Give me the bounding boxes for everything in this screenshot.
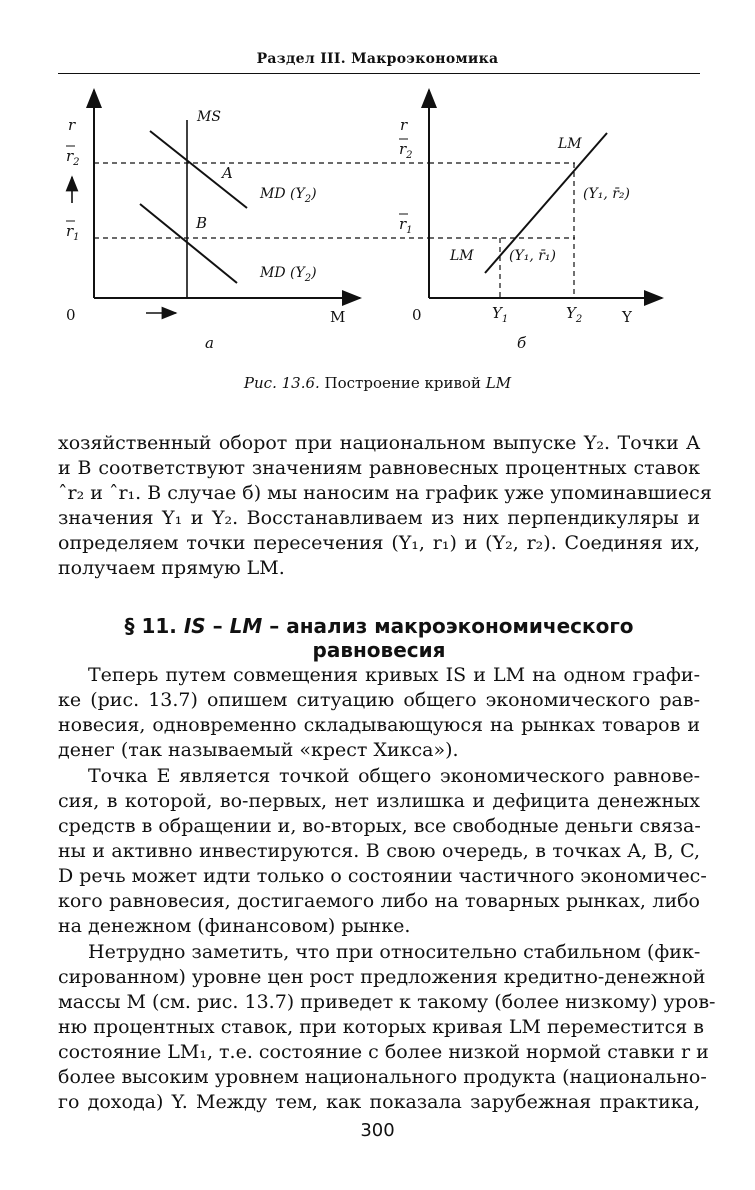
text-line: более высоким уровнем национального продукта (национально- — [58, 1066, 707, 1088]
text-line: D речь может идти только о состоянии частичного экономичес- — [58, 865, 707, 887]
text-line: новесия, одновременно складывающуюся на рынках товаров и — [58, 714, 700, 736]
panel-a-axis-x-label: M — [330, 308, 346, 326]
panel-a-ms-label: MS — [197, 109, 221, 125]
paragraph-1 — [58, 431, 712, 581]
running-header: Раздел III. Макроэкономика — [256, 51, 499, 67]
text-line: хозяйственный оборот при национальном выпуске Y₂. Точки A — [58, 432, 700, 454]
text-line: получаем прямую LM. — [58, 557, 285, 579]
panel-b-axis-y-label: r — [400, 116, 408, 134]
panel-b-r2-label: $r_2$ — [399, 140, 413, 161]
panel-b-origin: 0 — [412, 306, 422, 324]
text-line: определяем точки пересечения (Y₁, r₁) и (Y₂, r₂). Соединяя их, — [58, 532, 700, 554]
panel-b-axis-x-label: Y — [622, 308, 632, 326]
text-line: Точка E является точкой общего экономического равнове- — [88, 765, 700, 787]
panel-a-axis-y-label: r — [68, 116, 76, 134]
text-line: ню процентных ставок, при которых кривая LM переместится в — [58, 1016, 704, 1038]
figure-caption: Рис. 13.6. Построение кривой LM — [243, 374, 512, 392]
panel-a — [66, 90, 430, 352]
text-line: массы M (см. рис. 13.7) приведет к такому (более низкому) уров- — [58, 991, 716, 1013]
panel-a-point-a: A — [222, 164, 233, 182]
paragraph-4 — [58, 940, 716, 1115]
panel-b-r1-label: $r_1$ — [399, 215, 413, 236]
panel-a-point-b: B — [196, 214, 208, 232]
panel-a-md-bottom-label: MD $(Y_2)$ — [260, 265, 317, 284]
text-line: ны и активно инвестируются. В свою очередь, в точках A, B, C, — [58, 840, 700, 862]
text-line: Теперь путем совмещения кривых IS и LM на одном графи- — [88, 664, 700, 686]
page-number: 300 — [360, 1120, 395, 1141]
section-heading: § 11. IS – LM – анализ макроэкономического равновесия — [124, 614, 634, 662]
paragraph-2 — [58, 663, 700, 763]
text-line: сия, в которой, во-первых, нет излишка и дефицита денежных — [58, 790, 700, 812]
panel-b-point-upper: (Y₁, r̄₂) — [583, 186, 630, 202]
panel-b — [399, 90, 662, 352]
panel-b-y2-label: $Y_2$ — [566, 304, 583, 325]
text-line: Нетрудно заметить, что при относительно стабильном (фик- — [88, 941, 701, 963]
text-line: на денежном (финансовом) рынке. — [58, 915, 411, 937]
text-line: состояние LM₁, т.е. состояние с более низкой нормой ставки r и — [58, 1041, 709, 1063]
panel-a-md-top-label: MD $(Y_2)$ — [260, 186, 317, 205]
panel-a-md-lower — [140, 204, 237, 283]
text-line: и B соответствуют значениям равновесных процентных ставок — [58, 457, 700, 479]
panel-b-label: б — [517, 334, 527, 352]
panel-b-point-lower: (Y₁, r̄₁) — [509, 248, 556, 264]
header-rule — [58, 73, 700, 74]
panel-a-r1-label: $r_1$ — [66, 222, 80, 243]
text-line: го дохода) Y. Между тем, как показала зарубежная практика, — [58, 1091, 700, 1113]
text-line: ке (рис. 13.7) опишем ситуацию общего экономического рав- — [58, 689, 700, 711]
text-line: значения Y₁ и Y₂. Восстанавливаем из них перпендикуляры и — [58, 507, 700, 529]
figure-13-6 — [0, 80, 755, 370]
panel-a-r2-label: $r_2$ — [66, 147, 80, 168]
panel-a-origin: 0 — [66, 306, 76, 324]
panel-b-lm-top: LM — [558, 136, 582, 152]
text-line: средств в обращении и, во-вторых, все свободные деньги связа- — [58, 815, 701, 837]
text-line: сированном) уровне цен рост предложения кредитно-денежной — [58, 966, 706, 988]
paragraph-3 — [58, 764, 707, 939]
text-line: кого равновесия, достигаемого либо на товарных рынках, либо — [58, 890, 700, 912]
text-line: денег (так называемый «крест Хикса»). — [58, 739, 459, 761]
panel-a-label: а — [205, 334, 214, 352]
panel-b-lm-bottom: LM — [450, 248, 474, 264]
text-line: ˆr₂ и ˆr₁. В случае б) мы наносим на график уже упоминавшиеся — [58, 482, 712, 504]
panel-b-y1-label: $Y_1$ — [492, 304, 509, 325]
